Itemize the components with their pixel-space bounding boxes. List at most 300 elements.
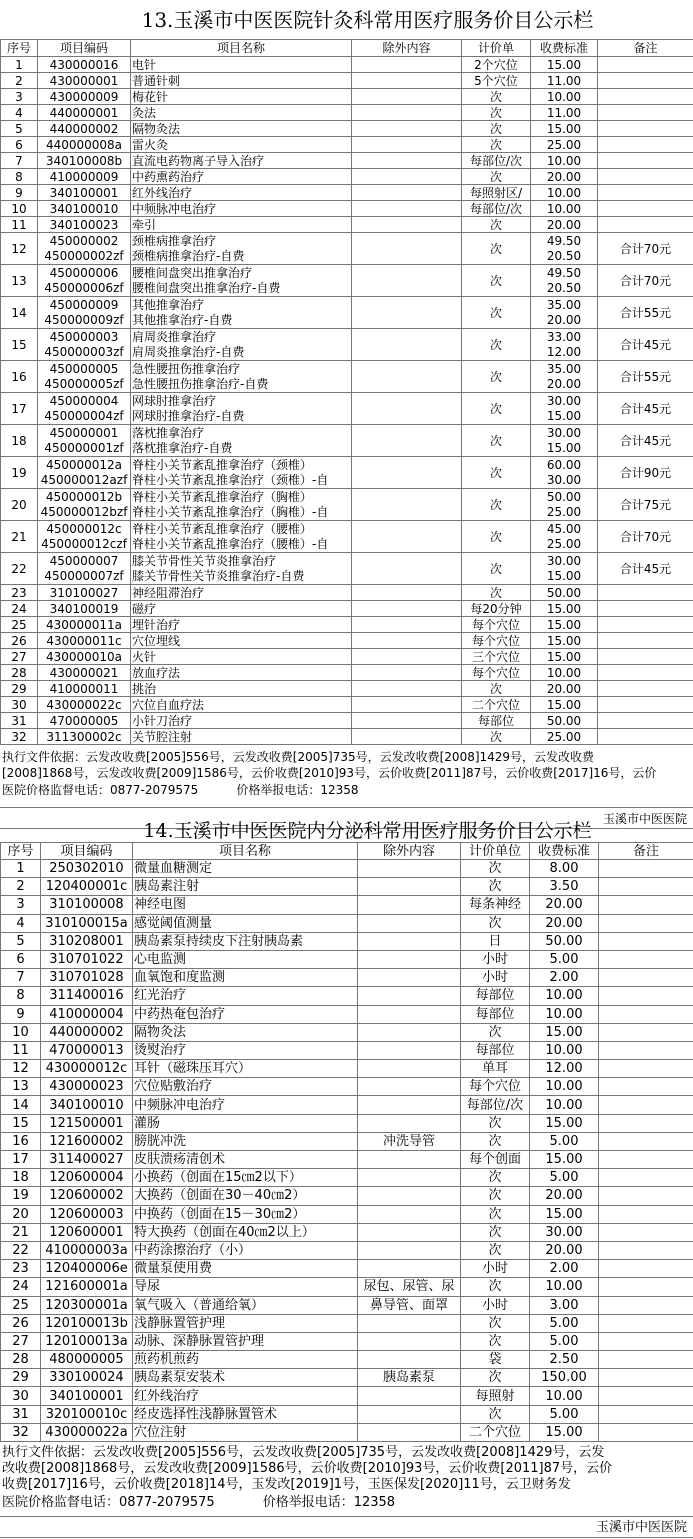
pricing-unit: 次 — [461, 1241, 530, 1259]
price-table — [0, 39, 693, 745]
item-name: 红外线治疗 — [131, 185, 352, 201]
table-row — [1, 1041, 693, 1059]
excluded-content — [352, 105, 462, 121]
row-number: 17 — [1, 393, 38, 425]
item-name: 动脉、深静脉置管护理 — [133, 1332, 358, 1350]
item-name-line: 腰椎间盘突出推拿治疗 — [132, 266, 350, 281]
item-code: 340100010 — [41, 1096, 133, 1114]
price-line: 45.00 — [532, 522, 596, 537]
remark — [599, 1387, 693, 1405]
note-line: [2008]1868号，云发改收费[2009]1586号，云价收费[2010]93号，云价收费[2011]87号，云价收费[2017]16号，云价 — [2, 765, 693, 781]
item-name: 浅静脉置管护理 — [133, 1314, 358, 1332]
pricing-unit: 每个穴位 — [462, 665, 531, 681]
price-table — [0, 842, 693, 1442]
table-row — [1, 457, 693, 489]
price-line: 30.00 — [532, 426, 596, 441]
table-row — [1, 1223, 693, 1241]
row-number: 16 — [1, 361, 38, 393]
table-row — [1, 1260, 693, 1278]
table-row — [1, 361, 693, 393]
price: 10.00 — [531, 201, 598, 217]
item-name — [131, 393, 352, 425]
excluded-content — [352, 137, 462, 153]
item-code: 410000011 — [38, 681, 131, 697]
row-number: 18 — [1, 425, 38, 457]
item-code: 470000005 — [38, 713, 131, 729]
remark — [598, 649, 693, 665]
column-header: 项目名称 — [131, 40, 352, 57]
excluded-content — [358, 1169, 461, 1187]
table-row — [1, 57, 693, 73]
item-name: 微量泵使用费 — [133, 1260, 358, 1278]
item-name: 皮肤溃疡清创术 — [133, 1151, 358, 1169]
table-row — [1, 233, 693, 265]
column-header: 收费标准 — [530, 843, 599, 860]
table-row — [1, 950, 693, 968]
pricing-unit: 次 — [461, 1023, 530, 1041]
item-name: 放血疗法 — [131, 665, 352, 681]
table-row — [1, 1296, 693, 1314]
excluded-content — [358, 1078, 461, 1096]
hospital-signature: 玉溪市中医医院 — [0, 807, 693, 829]
remark: 合计55元 — [598, 297, 693, 329]
row-number: 4 — [1, 914, 41, 932]
row-number: 2 — [1, 878, 41, 896]
item-code: 430000011c — [38, 633, 131, 649]
table-row — [1, 393, 693, 425]
item-code — [38, 489, 131, 521]
item-code: 120600001 — [41, 1223, 133, 1241]
column-header: 计价单位 — [461, 843, 530, 860]
remark — [599, 1041, 693, 1059]
item-name-line: 急性腰扭伤推拿治疗-自费 — [132, 377, 350, 392]
pricing-unit: 次 — [462, 681, 531, 697]
row-number: 15 — [1, 329, 38, 361]
excluded-content — [352, 617, 462, 633]
item-name-line: 脊柱小关节紊乱推拿治疗（胸椎）-自 — [132, 505, 350, 520]
row-number: 30 — [1, 1387, 41, 1405]
price-line: 15.00 — [532, 569, 596, 584]
pricing-unit: 每部位 — [461, 1005, 530, 1023]
item-name: 关节腔注射 — [131, 729, 352, 745]
pricing-unit: 每部位/次 — [462, 201, 531, 217]
row-number: 7 — [1, 969, 41, 987]
table-row — [1, 553, 693, 585]
row-number: 28 — [1, 1351, 41, 1369]
price: 15.00 — [531, 649, 598, 665]
item-name: 中药熏药治疗 — [131, 169, 352, 185]
item-code: 340100001 — [41, 1387, 133, 1405]
price: 5.00 — [530, 1332, 599, 1350]
excluded-content — [358, 1187, 461, 1205]
price — [531, 361, 598, 393]
item-code: 410000009 — [38, 169, 131, 185]
note-line: 收费[2017]16号，云价收费[2018]14号，玉发改[2019]1号，玉医保发[2020]11号，云卫财务发 — [2, 1477, 693, 1493]
table-row — [1, 601, 693, 617]
excluded-content — [352, 185, 462, 201]
item-name: 胰岛素泵持续皮下注射胰岛素 — [133, 932, 358, 950]
item-code-line: 450000007zf — [39, 569, 129, 584]
item-name-line: 脊柱小关节紊乱推拿治疗（腰椎） — [132, 522, 350, 537]
price: 8.00 — [530, 860, 599, 878]
price: 15.00 — [530, 1423, 599, 1441]
pricing-unit: 次 — [462, 169, 531, 185]
item-name — [131, 297, 352, 329]
item-code-line: 450000003 — [39, 330, 129, 345]
pricing-unit: 次 — [462, 105, 531, 121]
remark — [599, 1241, 693, 1259]
item-code: 430000022c — [38, 697, 131, 713]
price-line: 30.00 — [532, 394, 596, 409]
table-row — [1, 121, 693, 137]
table-row — [1, 1278, 693, 1296]
table-row — [1, 185, 693, 201]
table-row — [1, 1114, 693, 1132]
item-name: 血氧饱和度监测 — [133, 969, 358, 987]
column-header: 项目编码 — [38, 40, 131, 57]
item-code: 120300001a — [41, 1296, 133, 1314]
pricing-unit: 次 — [461, 1114, 530, 1132]
price-line: 49.50 — [532, 234, 596, 249]
price: 25.00 — [531, 729, 598, 745]
excluded-content — [358, 987, 461, 1005]
item-name: 煎药机煎药 — [133, 1351, 358, 1369]
item-name-line: 脊柱小关节紊乱推拿治疗（腰椎）-自 — [132, 537, 350, 552]
row-number: 24 — [1, 1278, 41, 1296]
remark — [598, 185, 693, 201]
price — [531, 297, 598, 329]
item-code — [38, 457, 131, 489]
pricing-unit: 二个穴位 — [462, 697, 531, 713]
item-code: 340100008b — [38, 153, 131, 169]
item-code: 250302010 — [41, 860, 133, 878]
row-number: 11 — [1, 1041, 41, 1059]
excluded-content — [352, 89, 462, 105]
item-name — [131, 553, 352, 585]
excluded-content — [358, 896, 461, 914]
row-number: 22 — [1, 1241, 41, 1259]
row-number: 30 — [1, 697, 38, 713]
price: 10.00 — [531, 665, 598, 681]
price-line: 12.00 — [532, 345, 596, 360]
item-name: 牵引 — [131, 217, 352, 233]
row-number: 6 — [1, 137, 38, 153]
item-name: 中药涂擦治疗（小） — [133, 1241, 358, 1259]
item-name-line: 其他推拿治疗 — [132, 298, 350, 313]
pricing-unit: 次 — [461, 1278, 530, 1296]
item-code — [38, 361, 131, 393]
item-code: 430000001 — [38, 73, 131, 89]
row-number: 9 — [1, 185, 38, 201]
price: 10.00 — [531, 89, 598, 105]
price: 50.00 — [531, 585, 598, 601]
item-code — [38, 553, 131, 585]
item-code: 440000002 — [38, 121, 131, 137]
table-row — [1, 265, 693, 297]
column-header: 备注 — [599, 843, 693, 860]
row-number: 16 — [1, 1132, 41, 1150]
item-code: 480000005 — [41, 1351, 133, 1369]
item-code: 430000023 — [41, 1078, 133, 1096]
table-row — [1, 169, 693, 185]
remark — [598, 601, 693, 617]
pricing-unit: 次 — [462, 729, 531, 745]
price: 5.00 — [530, 1132, 599, 1150]
price: 15.00 — [530, 1151, 599, 1169]
pricing-unit: 次 — [462, 425, 531, 457]
remark: 合计70元 — [598, 265, 693, 297]
header-row — [1, 843, 693, 860]
pricing-unit: 次 — [462, 393, 531, 425]
item-name: 神经阻滞治疗 — [131, 585, 352, 601]
row-number: 2 — [1, 73, 38, 89]
table-row — [1, 297, 693, 329]
remark — [599, 1060, 693, 1078]
item-name: 隔物灸法 — [131, 121, 352, 137]
item-code: 310100008 — [41, 896, 133, 914]
excluded-content — [358, 1151, 461, 1169]
item-code: 320100010c — [41, 1405, 133, 1423]
excluded-content — [352, 425, 462, 457]
price-line: 25.00 — [532, 537, 596, 552]
item-name: 导尿 — [133, 1278, 358, 1296]
price: 3.50 — [530, 878, 599, 896]
excluded-content — [352, 521, 462, 553]
section-title: 14.玉溪市中医医院内分泌科常用医疗服务价目公示栏 — [0, 818, 693, 842]
table-row — [1, 1169, 693, 1187]
item-name: 胰岛素注射 — [133, 878, 358, 896]
pricing-unit: 次 — [461, 1405, 530, 1423]
pricing-unit: 次 — [462, 265, 531, 297]
item-code-line: 450000012c — [39, 522, 129, 537]
table-row — [1, 969, 693, 987]
remark — [599, 1005, 693, 1023]
table-row — [1, 1005, 693, 1023]
price: 20.00 — [531, 217, 598, 233]
pricing-unit: 次 — [461, 1169, 530, 1187]
pricing-unit: 2个穴位 — [462, 57, 531, 73]
row-number: 14 — [1, 297, 38, 329]
price-line: 33.00 — [532, 330, 596, 345]
section-endocrinology — [0, 818, 693, 1538]
pricing-unit: 每部位 — [461, 987, 530, 1005]
remark — [599, 950, 693, 968]
excluded-content — [352, 73, 462, 89]
pricing-unit: 次 — [462, 585, 531, 601]
row-number: 10 — [1, 201, 38, 217]
remark: 合计45元 — [598, 425, 693, 457]
item-code: 310701028 — [41, 969, 133, 987]
item-name: 小针刀治疗 — [131, 713, 352, 729]
pricing-unit: 小时 — [461, 1260, 530, 1278]
excluded-content — [352, 297, 462, 329]
row-number: 32 — [1, 1423, 41, 1441]
item-name-line: 膝关节骨性关节炎推拿治疗 — [132, 554, 350, 569]
price — [531, 521, 598, 553]
remark: 合计70元 — [598, 521, 693, 553]
remark — [599, 1332, 693, 1350]
remark — [599, 860, 693, 878]
price: 11.00 — [531, 73, 598, 89]
pricing-unit: 小时 — [461, 950, 530, 968]
row-number: 5 — [1, 932, 41, 950]
item-name: 胰岛素泵安装术 — [133, 1369, 358, 1387]
price: 3.00 — [530, 1296, 599, 1314]
price — [531, 233, 598, 265]
pricing-unit: 次 — [462, 457, 531, 489]
excluded-content — [358, 914, 461, 932]
item-name: 电针 — [131, 57, 352, 73]
item-name-line: 其他推拿治疗-自费 — [132, 313, 350, 328]
row-number: 3 — [1, 896, 41, 914]
pricing-unit: 每个穴位 — [462, 633, 531, 649]
row-number: 14 — [1, 1096, 41, 1114]
pricing-unit: 次 — [462, 297, 531, 329]
report-phone: 价格举报电话：12358 — [263, 1495, 395, 1510]
item-name-line: 脊柱小关节紊乱推拿治疗（颈椎）-自 — [132, 473, 350, 488]
pricing-unit: 每部位/次 — [462, 153, 531, 169]
item-name-line: 颈椎病推拿治疗-自费 — [132, 249, 350, 264]
table-row — [1, 153, 693, 169]
remark: 合计45元 — [598, 553, 693, 585]
item-name-line: 脊柱小关节紊乱推拿治疗（胸椎） — [132, 490, 350, 505]
remark — [599, 1023, 693, 1041]
table-row — [1, 649, 693, 665]
table-row — [1, 860, 693, 878]
remark — [599, 1278, 693, 1296]
item-name: 烫熨治疗 — [133, 1041, 358, 1059]
price — [531, 393, 598, 425]
excluded-content — [358, 1114, 461, 1132]
item-code-line: 450000009 — [39, 298, 129, 313]
price — [531, 425, 598, 457]
item-name-line: 网球肘推拿治疗 — [132, 394, 350, 409]
item-code: 340100010 — [38, 201, 131, 217]
price: 15.00 — [530, 1023, 599, 1041]
item-name: 普通针刺 — [131, 73, 352, 89]
price-line: 60.00 — [532, 458, 596, 473]
excluded-content — [352, 633, 462, 649]
pricing-unit: 次 — [461, 1187, 530, 1205]
price: 5.00 — [530, 1169, 599, 1187]
table-row — [1, 217, 693, 233]
table-row — [1, 713, 693, 729]
item-name: 埋针治疗 — [131, 617, 352, 633]
row-number: 21 — [1, 1223, 41, 1241]
table-row — [1, 681, 693, 697]
item-code: 440000008a — [38, 137, 131, 153]
item-code: 410000003a — [41, 1241, 133, 1259]
pricing-unit: 次 — [461, 860, 530, 878]
excluded-content — [358, 1223, 461, 1241]
item-code — [38, 233, 131, 265]
item-code-line: 450000005 — [39, 362, 129, 377]
pricing-unit: 次 — [462, 217, 531, 233]
row-number: 6 — [1, 950, 41, 968]
remark — [598, 201, 693, 217]
row-number: 27 — [1, 649, 38, 665]
pricing-unit: 每个创面 — [461, 1151, 530, 1169]
item-code: 430000022a — [41, 1423, 133, 1441]
excluded-content — [358, 1096, 461, 1114]
pricing-unit: 次 — [462, 489, 531, 521]
item-code-line: 450000012azf — [39, 473, 129, 488]
table-row — [1, 697, 693, 713]
item-name-line: 落枕推拿治疗-自费 — [132, 441, 350, 456]
item-code: 330100024 — [41, 1369, 133, 1387]
item-name — [131, 425, 352, 457]
remark: 合计70元 — [598, 233, 693, 265]
pricing-unit: 每照射区/ — [462, 185, 531, 201]
row-number: 22 — [1, 553, 38, 585]
remark — [599, 1369, 693, 1387]
item-name: 经皮选择性浅静脉置管术 — [133, 1405, 358, 1423]
item-code-line: 450000001zf — [39, 441, 129, 456]
remark — [599, 1078, 693, 1096]
pricing-unit: 小时 — [461, 969, 530, 987]
item-code-line: 450000012a — [39, 458, 129, 473]
item-code: 120100013b — [41, 1314, 133, 1332]
item-code: 311300002c — [38, 729, 131, 745]
item-name: 灌肠 — [133, 1114, 358, 1132]
item-name: 挑治 — [131, 681, 352, 697]
excluded-content: 尿包、尿管、尿 — [358, 1278, 461, 1296]
item-name: 磁疗 — [131, 601, 352, 617]
price: 20.00 — [531, 681, 598, 697]
row-number: 10 — [1, 1023, 41, 1041]
excluded-content — [358, 1060, 461, 1078]
row-number: 3 — [1, 89, 38, 105]
price: 20.00 — [530, 914, 599, 932]
pricing-unit: 日 — [461, 932, 530, 950]
item-name-line: 颈椎病推拿治疗 — [132, 234, 350, 249]
remark — [598, 713, 693, 729]
excluded-content — [352, 265, 462, 297]
table-row — [1, 425, 693, 457]
excluded-content — [352, 457, 462, 489]
item-name: 穴位埋线 — [131, 633, 352, 649]
column-header: 项目编码 — [41, 843, 133, 860]
item-name: 微量血糖测定 — [133, 860, 358, 878]
row-number: 1 — [1, 57, 38, 73]
pricing-unit: 次 — [462, 329, 531, 361]
item-name: 红外线治疗 — [133, 1387, 358, 1405]
remark — [599, 987, 693, 1005]
pricing-unit: 每个穴位 — [462, 617, 531, 633]
remark — [599, 1096, 693, 1114]
pricing-unit: 次 — [461, 878, 530, 896]
excluded-content — [358, 969, 461, 987]
excluded-content — [352, 329, 462, 361]
excluded-content — [358, 1041, 461, 1059]
item-code-line: 450000009zf — [39, 313, 129, 328]
item-name-line: 膝关节骨性关节炎推拿治疗-自费 — [132, 569, 350, 584]
row-number: 20 — [1, 1205, 41, 1223]
price-line: 50.00 — [532, 490, 596, 505]
item-code: 310100015a — [41, 914, 133, 932]
table-row — [1, 1023, 693, 1041]
table-row — [1, 878, 693, 896]
excluded-content — [352, 169, 462, 185]
pricing-unit: 次 — [462, 233, 531, 265]
remark — [598, 217, 693, 233]
item-code — [38, 521, 131, 553]
row-number: 25 — [1, 1296, 41, 1314]
table-row — [1, 1078, 693, 1096]
item-name: 穴位注射 — [133, 1423, 358, 1441]
item-name-line: 肩周炎推拿治疗 — [132, 330, 350, 345]
price-line: 20.50 — [532, 249, 596, 264]
